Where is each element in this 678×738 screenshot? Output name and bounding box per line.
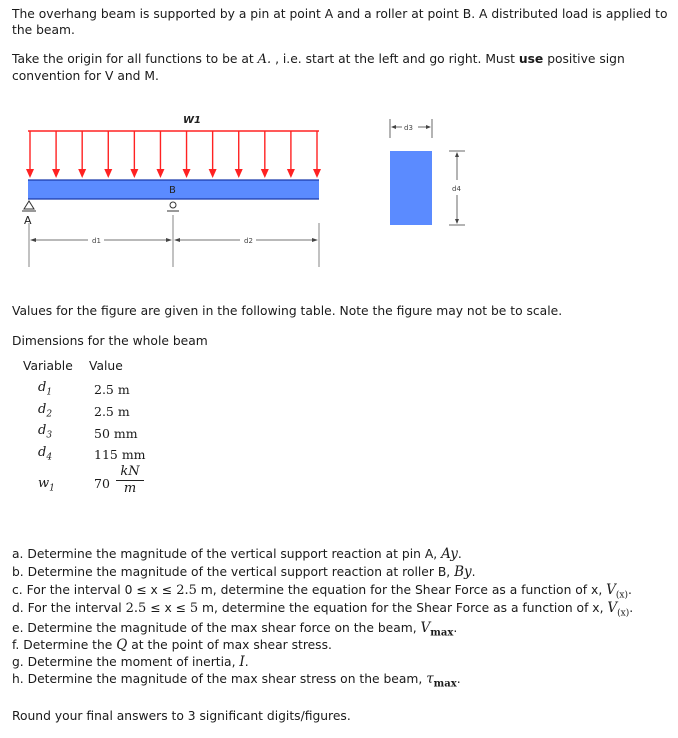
use-emphasis: use: [518, 52, 544, 66]
footer-instruction: Round your final answers to 3 significant digits/figures.: [12, 709, 351, 723]
beam-figure: [0, 105, 480, 275]
question-d: d. For the interval 2.5 ≤ x ≤ 5 m, determine the equation for the Shear Force as a function of x, $V_{(x)}$.: [12, 600, 634, 619]
load-arrow-head: [26, 169, 34, 178]
distributed-load: [26, 115, 321, 178]
intro-paragraph: [12, 6, 667, 38]
load-arrow-head: [235, 169, 243, 178]
figure-note: Values for the figure are given in the following table. Note the figure may not be to scale.: [12, 304, 563, 318]
question-f: f. Determine the Q at the point of max shear stress.: [12, 637, 332, 653]
unit-fraction: [116, 464, 144, 496]
label-a: A: [24, 214, 32, 227]
load-arrow-head: [130, 169, 138, 178]
roller-support-b: [167, 202, 179, 211]
load-arrow-head: [261, 169, 269, 178]
dim-label-d2: d2: [244, 237, 253, 245]
load-arrow-head: [287, 169, 295, 178]
dim-label-d1: d1: [92, 237, 101, 245]
table-row-value: 50 mm: [94, 426, 138, 441]
dimension-d3: [390, 119, 432, 138]
dimension-d1: [30, 237, 172, 245]
table-row-value: 2.5 m: [94, 404, 130, 419]
question-e: e. Determine the magnitude of the max shear force on the beam, $V_{max}$.: [12, 620, 458, 639]
intro-line-1: The overhang beam is supported by a pin at point A and a roller at point B. A distributed load is applied to: [12, 7, 668, 21]
origin-var: A.: [257, 52, 272, 67]
dim-label-d4: d4: [452, 185, 461, 193]
table-row-var: $d_3$: [38, 423, 53, 441]
unit-numerator: kN: [120, 464, 140, 479]
load-arrow-head: [104, 169, 112, 178]
table-row-var: $d_4$: [38, 445, 53, 463]
question-h: h. Determine the magnitude of the max shear stress on the beam, $\tau_{max}$.: [12, 671, 461, 690]
question-b: b. Determine the magnitude of the vertical support reaction at roller B, By.: [12, 564, 476, 580]
table-row-value: 115 mm: [94, 447, 146, 462]
load-label-w1: W1: [183, 115, 201, 126]
table-row-value: 2.5 m: [94, 382, 130, 397]
dimension-d2: [174, 237, 318, 245]
col-header-value: Value: [89, 359, 123, 373]
load-arrow-head: [78, 169, 86, 178]
load-arrow-head: [52, 169, 60, 178]
intro-line-2: the beam.: [12, 23, 75, 37]
table-row-value: 70: [94, 476, 110, 491]
table-row-var: $d_2$: [38, 402, 53, 420]
dim-label-d3: d3: [404, 124, 413, 132]
label-b: B: [169, 185, 176, 196]
origin-paragraph: [12, 51, 625, 84]
origin-line-2: convention for V and M.: [12, 69, 159, 83]
table-row-var: $d_1$: [38, 380, 53, 398]
question-c: c. For the interval 0 ≤ x ≤ 2.5 m, determine the equation for the Shear Force as a function of x, $V_{(x)}$.: [12, 582, 632, 601]
table-caption: Dimensions for the whole beam: [12, 334, 208, 348]
col-header-variable: Variable: [23, 359, 73, 373]
unit-denominator: m: [116, 480, 144, 496]
load-arrow-head: [183, 169, 191, 178]
dimension-d4: [449, 151, 465, 225]
table-row-var: $w_1$: [38, 476, 55, 494]
load-arrow-head: [313, 169, 321, 178]
cross-section: [390, 151, 432, 225]
load-arrow-head: [209, 169, 217, 178]
origin-line-1: Take the origin for all functions to be at A. , i.e. start at the left and go right. Must use positive sign: [12, 52, 625, 67]
question-g: g. Determine the moment of inertia, I.: [12, 654, 249, 670]
load-arrow-head: [156, 169, 164, 178]
question-a: a. Determine the magnitude of the vertical support reaction at pin A, Ay.: [12, 546, 462, 562]
